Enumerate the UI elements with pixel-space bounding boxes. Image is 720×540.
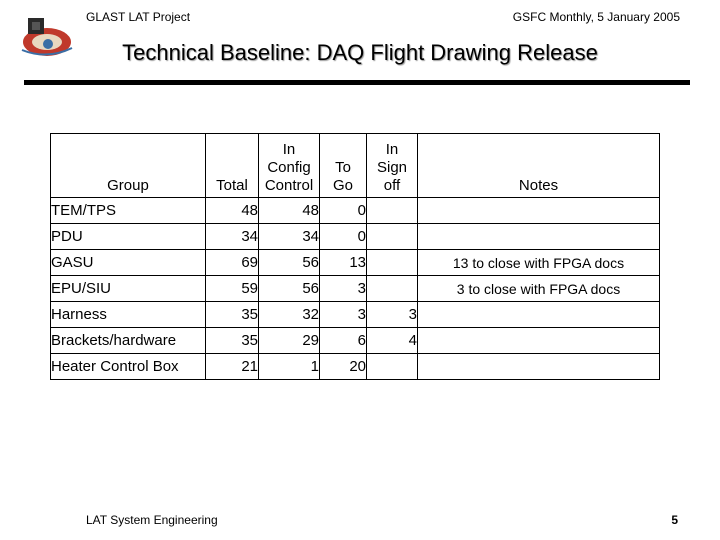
notes-cell: 3 to close with FPGA docs: [418, 276, 660, 302]
notes-cell: [418, 224, 660, 250]
notes-cell: [418, 354, 660, 380]
header-in-config-control: In Config Control: [259, 134, 320, 198]
to-go-cell: 3: [320, 276, 367, 302]
total-cell: 21: [206, 354, 259, 380]
footer-department: LAT System Engineering: [86, 513, 218, 527]
group-cell: EPU/SIU: [51, 276, 206, 302]
in-sign-off-cell: [367, 198, 418, 224]
total-cell: 35: [206, 328, 259, 354]
table-row: [51, 250, 660, 276]
group-cell: TEM/TPS: [51, 198, 206, 224]
in-config-cell: 34: [259, 224, 320, 250]
report-date: GSFC Monthly, 5 January 2005: [512, 10, 680, 24]
total-cell: 35: [206, 302, 259, 328]
table-header-row: [51, 134, 660, 198]
title-divider: [24, 80, 690, 85]
to-go-cell: 13: [320, 250, 367, 276]
table-row: [51, 354, 660, 380]
to-go-cell: 0: [320, 224, 367, 250]
in-config-cell: 29: [259, 328, 320, 354]
slide-title: Technical Baseline: DAQ Flight Drawing Release: [122, 40, 598, 65]
header-in-sign-off: In Sign off: [367, 134, 418, 198]
project-name: GLAST LAT Project: [86, 10, 191, 24]
table-row: [51, 198, 660, 224]
page-number: 5: [671, 513, 678, 527]
total-cell: 69: [206, 250, 259, 276]
in-sign-off-cell: [367, 224, 418, 250]
group-cell: GASU: [51, 250, 206, 276]
table-row: [51, 224, 660, 250]
header-notes: Notes: [418, 134, 660, 198]
total-cell: 48: [206, 198, 259, 224]
total-cell: 59: [206, 276, 259, 302]
table-row: [51, 328, 660, 354]
in-sign-off-cell: [367, 250, 418, 276]
header-to-go: To Go: [320, 134, 367, 198]
to-go-cell: 20: [320, 354, 367, 380]
in-sign-off-cell: 4: [367, 328, 418, 354]
total-cell: 34: [206, 224, 259, 250]
table-row: [51, 302, 660, 328]
in-config-cell: 48: [259, 198, 320, 224]
group-cell: Brackets/hardware: [51, 328, 206, 354]
to-go-cell: 0: [320, 198, 367, 224]
notes-cell: [418, 302, 660, 328]
group-cell: Heater Control Box: [51, 354, 206, 380]
drawing-release-table: [50, 133, 660, 380]
in-config-cell: 56: [259, 276, 320, 302]
to-go-cell: 3: [320, 302, 367, 328]
notes-cell: [418, 198, 660, 224]
in-config-cell: 1: [259, 354, 320, 380]
in-config-cell: 56: [259, 250, 320, 276]
in-sign-off-cell: [367, 276, 418, 302]
in-config-cell: 32: [259, 302, 320, 328]
group-cell: PDU: [51, 224, 206, 250]
in-sign-off-cell: [367, 354, 418, 380]
in-sign-off-cell: 3: [367, 302, 418, 328]
notes-cell: [418, 328, 660, 354]
header-group: Group: [51, 134, 206, 198]
notes-cell: 13 to close with FPGA docs: [418, 250, 660, 276]
to-go-cell: 6: [320, 328, 367, 354]
header-total: Total: [206, 134, 259, 198]
group-cell: Harness: [51, 302, 206, 328]
table-row: [51, 276, 660, 302]
